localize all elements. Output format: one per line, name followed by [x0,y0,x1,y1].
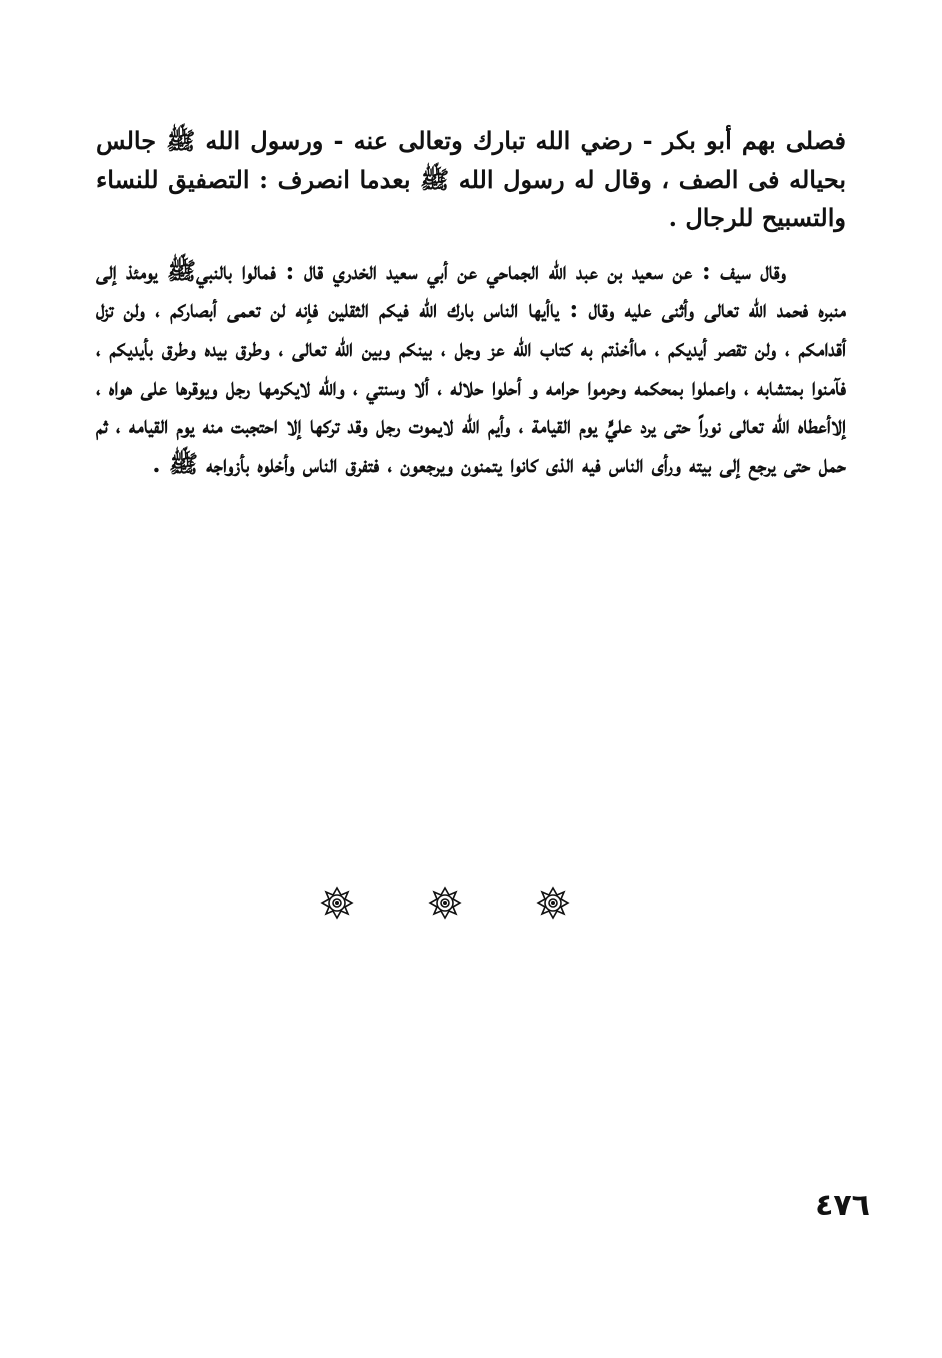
flower-ornament-icon [320,886,354,920]
flower-ornament-icon [428,886,462,920]
paragraph-2: وقال سيف : عن سعيد بن عبد الله الجماحي عن أبي سعيد الخدري قال : فمالوا بالنبيﷺ يومئذ إلى منبره فحمد الله تعالى وأثنى عليه وقال : ياأيها الناس بارك الله فيكم الثقلين فإنه لن تعمى أبصاركم ، ولن تزل أقدامكم ، ولن تقصر أيديكم ، ماأخذتم به كتاب الله عز وجل ، بينكم وبين الله تعالى ، وطرق بيده وطرق بأيديكم ، فآمنوا بمتشابه ، واعملوا بمحكمه وحرموا حرامه و أحلوا حلاله ، ألا وسنتي ، والله لايكرمها رجل ويوقرها على هواه ، إلاأعطاه الله تعالى نوراً حتى يرد عليٍّ يوم القيامة ، وأيم الله لايموت رجل وقد تركها إلا احتجبت منه يوم القيامه ، ثم حمل حتى يرجع إلى بيته ورأى الناس فيه الذى كانوا يتمنون ويرجعون ، فتفرق الناس وأخلوه بأزواجه ﷺ . [96,255,846,478]
page-number: ٤٧٦ [815,1188,870,1223]
paragraph-1: فصلى بهم أبو بكر - رضي الله تبارك وتعالى عنه - ورسول الله ﷺ جالس بحياله فى الصف ، وقال له رسول الله ﷺ بعدما انصرف : التصفيق للنساء والتسبيح للرجال . [96,126,847,233]
section-divider-ornaments [320,878,570,928]
flower-ornament-icon [536,886,570,920]
body-text [96,122,846,483]
